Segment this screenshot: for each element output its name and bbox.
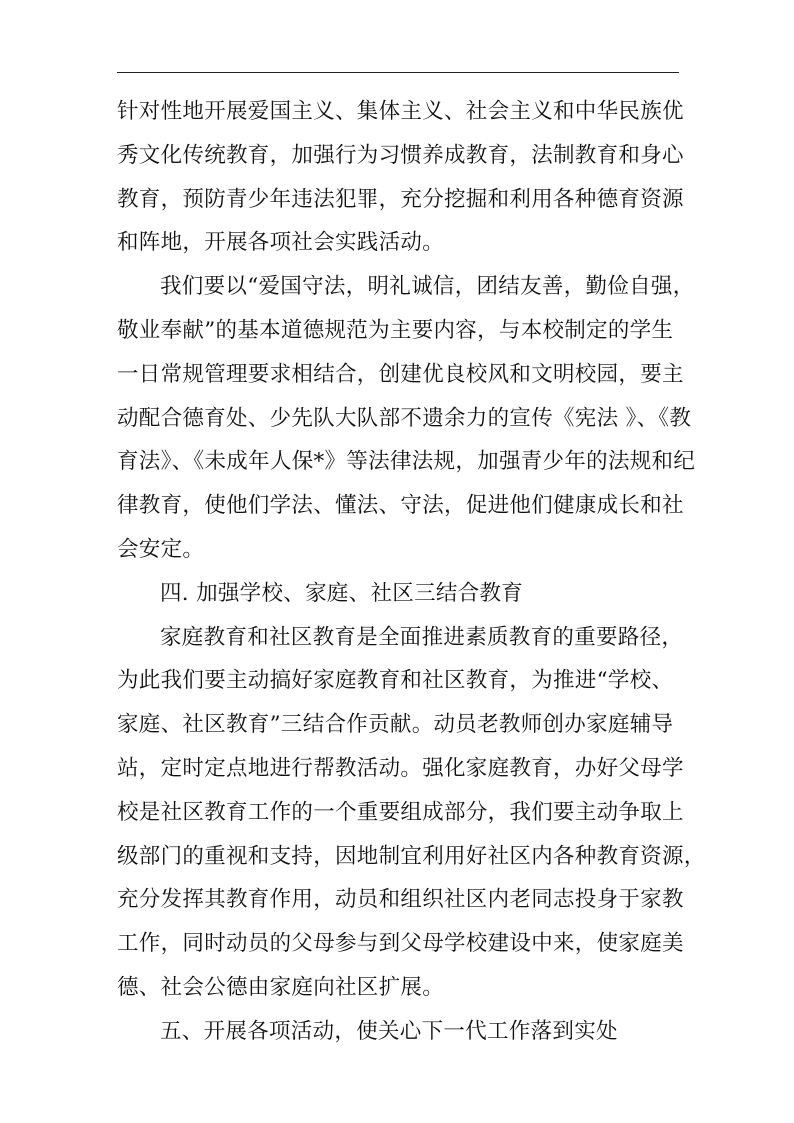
text-line: 工作，同时动员的父母参与到父母学校建设中来，使家庭美 xyxy=(117,931,684,957)
text-line: 动配合德育处、少先队大队部不遗余力的宣传《宪法 》、《教 xyxy=(117,405,692,431)
text-line: 律教育，使他们学法、懂法、守法，促进他们健康成长和社 xyxy=(117,493,684,519)
text-line: 家庭、社区教育”三结合作贡献。动员老教师创办家庭辅导 xyxy=(117,712,674,738)
text-line: 充分发挥其教育作用，动员和组织社区内老同志投身于家教 xyxy=(117,887,684,913)
paragraph-start-line: 我们要以“爱国守法，明礼诚信，团结友善，勤俭自强， xyxy=(160,274,695,300)
text-line: 和阵地，开展各项社会实践活动。 xyxy=(117,230,445,256)
text-line: 级部门的重视和支持，因地制宜利用好社区内各种教育资源， xyxy=(117,843,706,869)
text-line: 站，定时定点地进行帮教活动。强化家庭教育，办好父母学 xyxy=(117,755,684,781)
text-line: 德、社会公德由家庭向社区扩展。 xyxy=(117,974,445,1000)
text-line: 针对性地开展爱国主义、集体主义、社会主义和中华民族优 xyxy=(117,99,684,124)
text-line: 会安定。 xyxy=(117,536,205,562)
header-rule xyxy=(117,72,679,73)
text-line: 秀文化传统教育，加强行为习惯养成教育，法制教育和身心 xyxy=(117,142,684,168)
section-heading-4: 四. 加强学校、家庭、社区三结合教育 xyxy=(160,580,524,606)
text-line: 为此我们要主动搞好家庭教育和社区教育，为推进“学校、 xyxy=(117,668,674,694)
document-body xyxy=(117,90,706,1054)
text-line: 校是社区教育工作的一个重要组成部分，我们要主动争取上 xyxy=(117,799,684,825)
text-line: 育法》、《未成年人保*》等法律法规，加强青少年的法规和纪 xyxy=(117,449,696,475)
paragraph-start-line: 家庭教育和社区教育是全面推进素质教育的重要路径， xyxy=(160,624,684,650)
text-line: 一日常规管理要求相结合，创建优良校风和文明校园，要主 xyxy=(117,361,684,387)
text-line: 敬业奉献”的基本道德规范为主要内容，与本校制定的学生 xyxy=(117,317,674,343)
section-heading-5: 五、开展各项活动，使关心下一代工作落到实处 xyxy=(160,1018,618,1044)
text-line: 教育，预防青少年违法犯罪，充分挖掘和利用各种德育资源 xyxy=(117,186,684,212)
